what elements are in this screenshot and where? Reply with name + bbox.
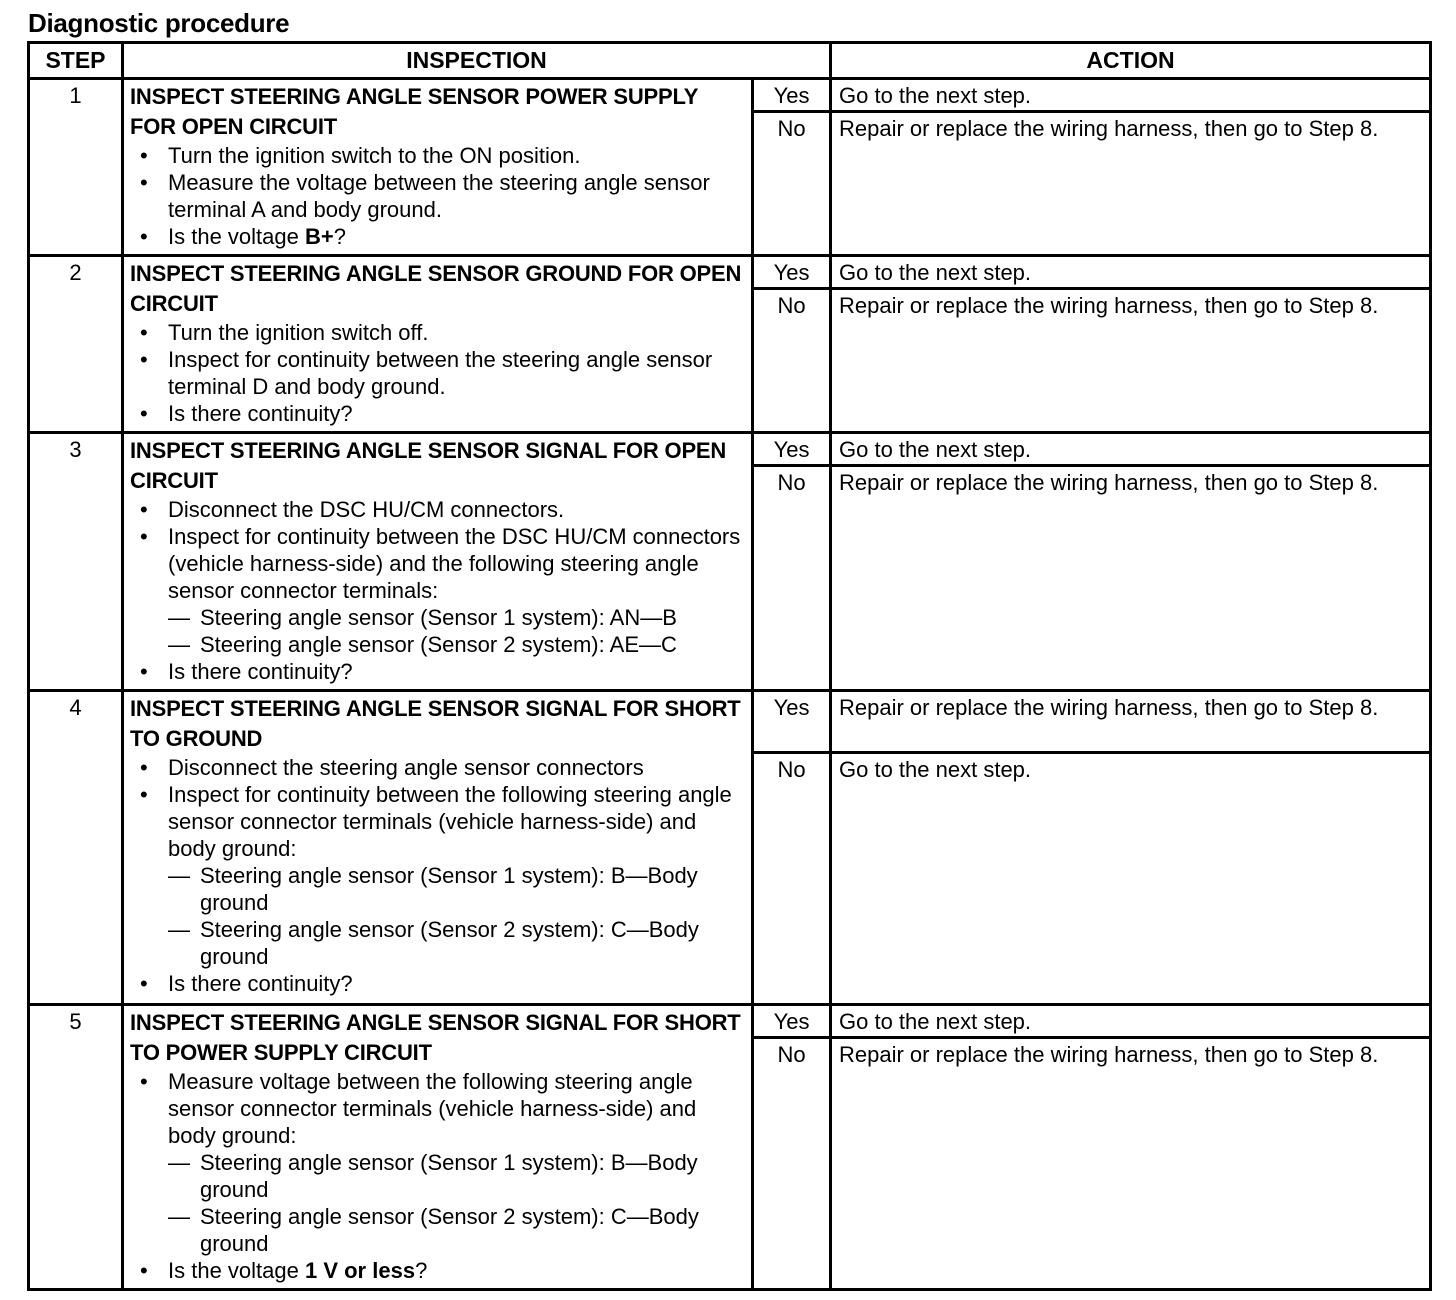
inspection-bullet: • Disconnect the steering angle sensor connectors [130, 754, 745, 781]
yes-action: Repair or replace the wiring harness, then go to Step 8. [831, 691, 1431, 753]
inspection-question: • Is there continuity? [130, 970, 745, 997]
step-row-yes [29, 79, 1431, 112]
bullet-text: • Inspect for continuity between the following steering angle sensor connector terminals (vehicle harness-side) and body ground: [168, 782, 732, 861]
step-number: 2 [29, 256, 123, 433]
step-row-yes [29, 256, 1431, 289]
yes-action: Go to the next step. [831, 433, 1431, 466]
sub-item: — Steering angle sensor (Sensor 2 system): C—Body ground [168, 917, 699, 969]
bullet-text: • Inspect for continuity between the DSC HU/CM connectors (vehicle harness-side) and the following steering angle sensor connector terminals: [168, 524, 741, 603]
sub-item-text: Steering angle sensor (Sensor 2 system): C—Body ground [200, 1204, 699, 1256]
question-text: Is the voltage [168, 1258, 305, 1283]
sub-item-text: Steering angle sensor (Sensor 2 system): C—Body ground [200, 917, 699, 969]
inspection-title: INSPECT STEERING ANGLE SENSOR SIGNAL FOR SHORT TO POWER SUPPLY CIRCUIT [130, 1010, 741, 1065]
step-row-yes [29, 433, 1431, 466]
inspection-bullet: • Turn the ignition switch off. [130, 319, 745, 346]
no-label: No [753, 753, 831, 1005]
step-number: 3 [29, 433, 123, 691]
bullet-text: • Measure voltage between the following steering angle sensor connector terminals (vehicle harness-side) and body ground: [168, 1069, 697, 1148]
inspection-bullet [130, 523, 745, 658]
diagnostic-table [27, 41, 1432, 1291]
yes-label: Yes [753, 256, 831, 289]
inspection-cell [123, 256, 753, 433]
inspection-cell [123, 1005, 753, 1290]
step-number: 4 [29, 691, 123, 1005]
question-bold-value: B+ [304, 224, 334, 249]
yes-action: Go to the next step. [831, 79, 1431, 112]
no-action: Repair or replace the wiring harness, then go to Step 8. [831, 466, 1431, 691]
sub-item: — Steering angle sensor (Sensor 2 system): AE—C [168, 632, 677, 657]
no-action: Go to the next step. [831, 753, 1431, 1005]
step-row-yes [29, 691, 1431, 753]
question-bold-value: 1 V or less [304, 1258, 416, 1283]
inspection-bullet [130, 1068, 745, 1257]
sub-item: — Steering angle sensor (Sensor 1 system): B—Body ground [168, 1150, 698, 1202]
sub-item: — Steering angle sensor (Sensor 2 system): C—Body ground [168, 1204, 699, 1256]
no-label: No [753, 466, 831, 691]
no-action: Repair or replace the wiring harness, then go to Step 8. [831, 112, 1431, 256]
step-number: 1 [29, 79, 123, 256]
inspection-question [130, 1257, 745, 1284]
step-row-yes [29, 1005, 1431, 1038]
inspection-cell [123, 691, 753, 1005]
step-number: 5 [29, 1005, 123, 1290]
sub-item: — Steering angle sensor (Sensor 1 system): AN—B [168, 605, 677, 630]
question-end: ? [415, 1258, 428, 1283]
inspection-question: • Is there continuity? [130, 400, 745, 427]
table-header-row [29, 43, 1431, 79]
inspection-bullet: • Disconnect the DSC HU/CM connectors. [130, 496, 745, 523]
inspection-bullet: • Turn the ignition switch to the ON position. [130, 142, 745, 169]
sub-item: — Steering angle sensor (Sensor 1 system): B—Body ground [168, 863, 698, 915]
question-text: Is the voltage [168, 224, 305, 249]
inspection-title: INSPECT STEERING ANGLE SENSOR SIGNAL FOR SHORT TO GROUND [130, 696, 741, 751]
inspection-title: INSPECT STEERING ANGLE SENSOR SIGNAL FOR OPEN CIRCUIT [130, 438, 727, 493]
inspection-bullet [130, 781, 745, 970]
no-label: No [753, 112, 831, 256]
sub-item-text: Steering angle sensor (Sensor 1 system): B—Body ground [200, 863, 698, 915]
no-action: Repair or replace the wiring harness, then go to Step 8. [831, 1038, 1431, 1290]
inspection-cell [123, 433, 753, 691]
page-title: Diagnostic procedure [28, 8, 290, 38]
inspection-title: INSPECT STEERING ANGLE SENSOR POWER SUPPLY FOR OPEN CIRCUIT [130, 84, 698, 139]
yes-label: Yes [753, 79, 831, 112]
no-action: Repair or replace the wiring harness, then go to Step 8. [831, 289, 1431, 433]
yes-label: Yes [753, 433, 831, 466]
sub-item-text: Steering angle sensor (Sensor 1 system): AN—B [200, 605, 677, 630]
yes-label: Yes [753, 691, 831, 753]
yes-action: Go to the next step. [831, 1005, 1431, 1038]
sub-item-text: Steering angle sensor (Sensor 2 system): AE—C [200, 632, 677, 657]
inspection-bullet: • Measure the voltage between the steering angle sensor terminal A and body ground. [130, 169, 745, 223]
inspection-bullet: • Inspect for continuity between the steering angle sensor terminal D and body ground. [130, 346, 745, 400]
no-label: No [753, 1038, 831, 1290]
question-end: ? [333, 224, 346, 249]
yes-label: Yes [753, 1005, 831, 1038]
inspection-title: INSPECT STEERING ANGLE SENSOR GROUND FOR OPEN CIRCUIT [130, 261, 742, 316]
header-step: STEP [29, 43, 123, 79]
header-inspection: INSPECTION [123, 43, 831, 79]
header-action: ACTION [831, 43, 1431, 79]
sub-item-text: Steering angle sensor (Sensor 1 system): B—Body ground [200, 1150, 698, 1202]
no-label: No [753, 289, 831, 433]
inspection-question [130, 223, 745, 250]
yes-action: Go to the next step. [831, 256, 1431, 289]
inspection-question: • Is there continuity? [130, 658, 745, 685]
inspection-cell [123, 79, 753, 256]
